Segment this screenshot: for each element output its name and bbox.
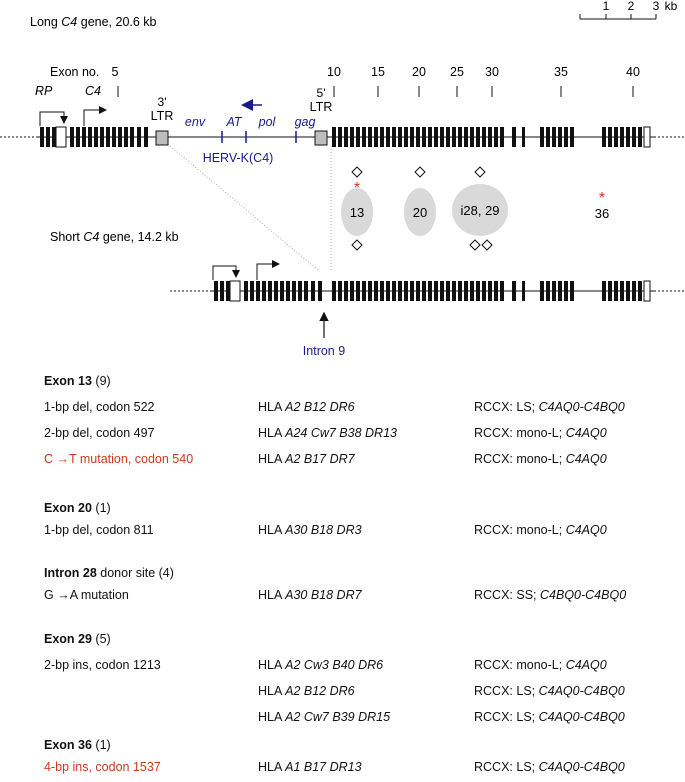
scale-tick-1: 1 [602,0,610,13]
c4-gene-label: C4 [85,84,101,98]
rccx-cell: RCCX: LS; C4AQ0-C4BQ0 [474,400,625,414]
mutation-arrow-icon: → [57,588,70,602]
exon-36-label: 36 [594,206,610,221]
mutation-cell: C →T mutation, codon 540 [44,452,194,466]
hla-cell: HLA A2 Cw7 B39 DR15 [258,710,391,724]
exon-number-10: 10 [327,65,341,79]
exon-number-25: 25 [450,65,464,79]
rccx-cell: RCCX: SS; C4BQ0-C4BQ0 [474,588,627,602]
mutation-cell: 1-bp del, codon 522 [44,400,155,414]
exon-number-5: 5 [111,65,119,79]
mutation-cell: 4-bp ins, codon 1537 [44,760,161,774]
hla-cell: HLA A2 B12 DR6 [258,400,355,414]
section-title: Exon 36 [44,738,92,752]
hla-cell: HLA A24 Cw7 B38 DR13 [258,426,397,440]
rccx-cell: RCCX: mono-L; C4AQ0 [474,658,607,672]
rccx-cell: RCCX: LS; C4AQ0-C4BQ0 [474,684,625,698]
section-heading [44,566,174,580]
herv-gag-label: gag [294,115,316,129]
mutation-cell: 2-bp ins, codon 1213 [44,658,161,672]
hla-cell: HLA A2 B12 DR6 [258,684,355,698]
cluster-20-label: 20 [412,205,428,220]
scale-tick-2: 2 [627,0,635,13]
section-heading [44,501,111,515]
exon-number-30: 30 [485,65,499,79]
rccx-cell: RCCX: LS; C4AQ0-C4BQ0 [474,710,625,724]
section-count: donor site (4) [96,566,174,580]
section-title: Exon 20 [44,501,92,515]
hla-cell: HLA A1 B17 DR13 [258,760,362,774]
mutation-cell: G →A mutation [44,588,129,602]
mutation-cell: 2-bp del, codon 497 [44,426,155,440]
rccx-cell: RCCX: mono-L; C4AQ0 [474,426,607,440]
rccx-cell: RCCX: mono-L; C4AQ0 [474,452,607,466]
cluster-13-label: 13 [349,205,365,220]
exon-number-35: 35 [554,65,568,79]
rccx-cell: RCCX: mono-L; C4AQ0 [474,523,607,537]
exon-number-15: 15 [371,65,385,79]
section-title: Exon 29 [44,632,92,646]
rccx-cell: RCCX: LS; C4AQ0-C4BQ0 [474,760,625,774]
scale-tick-3: 3 [652,0,660,13]
herv-env-label: env [184,115,206,129]
short-gene-title: Short C4 gene, 14.2 kb [50,230,179,244]
section-heading [44,374,111,388]
section-title: Exon 13 [44,374,92,388]
scale-unit: kb [664,0,678,13]
ltr-5prime-ltr-label: LTR [309,100,333,114]
hla-cell: HLA A2 Cw3 B40 DR6 [258,658,384,672]
ltr-3prime-ltr-label: LTR [150,109,174,123]
section-title: Intron 28 [44,566,97,580]
section-count: (9) [91,374,111,388]
section-heading [44,632,111,646]
hla-cell: HLA A2 B17 DR7 [258,452,355,466]
red-asterisk-36: * [598,190,606,207]
ltr-3prime-label: 3' [157,95,167,109]
hla-cell: HLA A30 B18 DR3 [258,523,362,537]
herv-at-label: AT [226,115,242,129]
cluster-29-label: i28, 29 [460,203,500,218]
intron-9-label: Intron 9 [302,344,346,358]
herv-name-label: HERV-K(C4) [202,151,274,165]
exon-number-40: 40 [626,65,640,79]
exon-number-20: 20 [412,65,426,79]
section-heading [44,738,111,752]
rp-gene-label: RP [35,84,53,98]
section-count: (5) [91,632,111,646]
mutation-cell: 1-bp del, codon 811 [44,523,154,537]
herv-pol-label: pol [258,115,276,129]
section-count: (1) [91,501,111,515]
mutation-arrow-icon: → [56,452,69,466]
section-count: (1) [91,738,111,752]
ltr-5prime-label: 5' [316,86,326,100]
long-gene-title: Long C4 gene, 20.6 kb [30,15,157,29]
exon-axis-label: Exon no. [50,65,100,79]
hla-cell: HLA A30 B18 DR7 [258,588,362,602]
